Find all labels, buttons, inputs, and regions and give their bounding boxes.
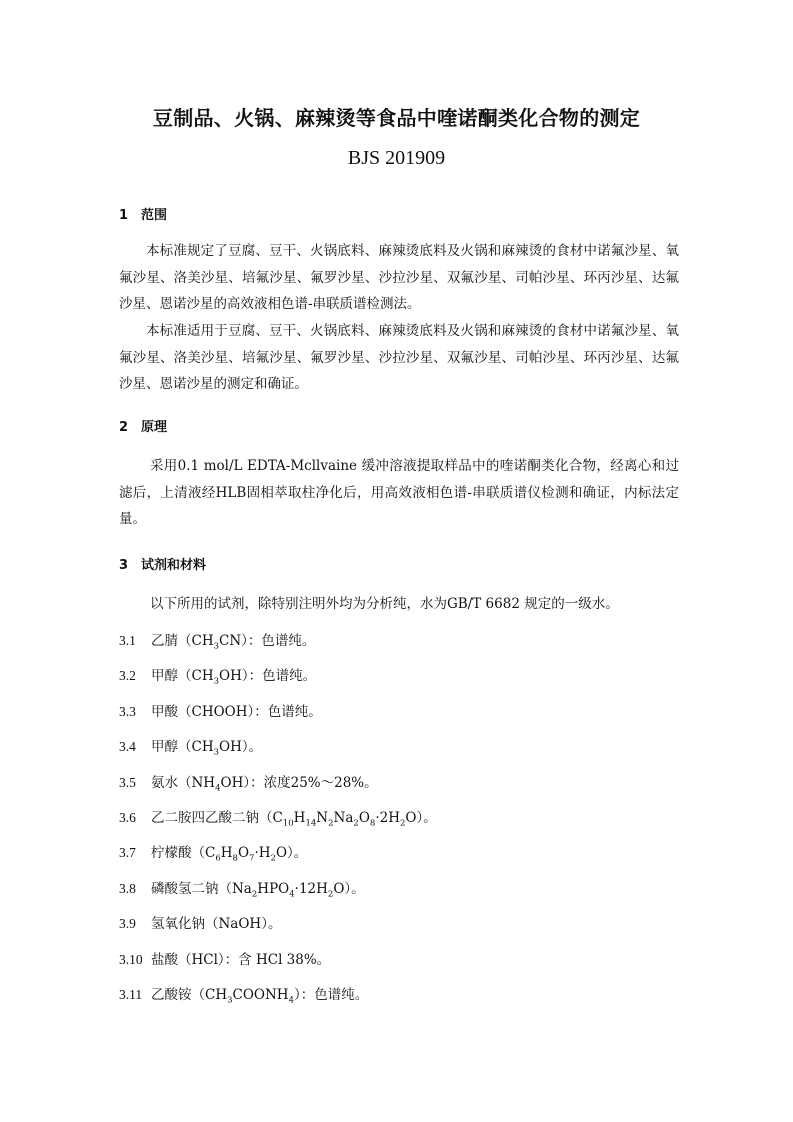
reagent-item-text: 甲醇（CH: [151, 668, 214, 685]
formula-subscript: 14: [305, 818, 317, 829]
formula-subscript: 3: [213, 641, 220, 652]
reagent-item-text: O）。: [333, 880, 365, 897]
reagent-item-text: 磷酸氢二钠（Na: [151, 880, 252, 897]
reagent-item: [119, 841, 308, 865]
reagent-item-text: H: [293, 810, 306, 826]
formula-subscript: 8: [232, 854, 238, 865]
reagent-item-text: ·H: [254, 845, 271, 862]
reagent-item-text: CN）：色谱纯。: [219, 633, 316, 649]
formula-subscript: 2: [251, 889, 258, 900]
formula-subscript: 4: [288, 995, 295, 1006]
reagent-item-text: OH）：色谱纯。: [219, 668, 317, 685]
reagent-item-number: 3.1: [119, 633, 136, 648]
section-number: 3: [119, 558, 129, 573]
formula-subscript: 2: [328, 818, 334, 829]
reagent-item-number: 3.11: [119, 987, 143, 1002]
reagent-item-text: ）：色谱纯。: [294, 987, 369, 1003]
principle-paragraph: 采用0.1 mol/L EDTA-Mcllvaine 缓冲溶液提取样品中的喹诺酮类化合物，经离心和过滤后，上清液经HLB固相萃取柱净化后，用高效液相色谱-串联质谱仪检测和确证，内标法定量。: [119, 458, 679, 527]
reagent-item: [119, 912, 281, 932]
reagents-intro: 以下所用的试剂，除特别注明外均为分析纯，水为GB/T 6682 规定的一级水。: [150, 596, 619, 612]
reagent-item-number: 3.7: [119, 845, 136, 861]
reagent-item-text: O: [358, 810, 370, 826]
reagent-item-text: 甲醇（CH: [151, 739, 214, 756]
reagent-item-text: 甲酸（CHOOH）：色谱纯。: [151, 703, 322, 720]
reagent-item-text: 乙酸铵（CH: [151, 987, 228, 1003]
reagent-item-text: Na: [333, 810, 354, 826]
reagent-item-text: 柠檬酸（C: [151, 845, 216, 862]
formula-subscript: 3: [213, 747, 220, 758]
reagent-item-number: 3.9: [119, 916, 136, 932]
formula-subscript: 3: [213, 677, 220, 688]
formula-subscript: 6: [215, 854, 221, 865]
formula-subscript: 4: [215, 783, 221, 794]
formula-subscript: 2: [399, 818, 406, 829]
reagent-item-number: 3.8: [119, 880, 136, 896]
reagent-item-text: OH）：浓度25%～28%。: [220, 774, 378, 791]
document-title: 豆制品、火锅、麻辣烫等食品中喹诺酮类化合物的测定: [152, 106, 641, 130]
formula-subscript: 2: [353, 818, 359, 829]
reagent-item-text: ·12H: [294, 880, 328, 897]
formula-subscript: 4: [289, 889, 295, 900]
reagent-item-text: OH）。: [219, 739, 263, 756]
reagent-item-text: O）。: [405, 810, 437, 826]
section-number: 2: [119, 420, 129, 435]
reagent-item-text: 氢氧化钠（NaOH）。: [151, 916, 282, 933]
formula-subscript: 7: [249, 854, 255, 865]
scope-paragraph-1: 本标准规定了豆腐、豆干、火锅底料、麻辣烫底料及火锅和麻辣烫的食材中诺氟沙星、氧氟沙星、洛美沙星、培氟沙星、氟罗沙星、沙拉沙星、双氟沙星、司帕沙星、环丙沙星、达氟沙星、恩诺沙星的高效液相色谱-串联质谱检测法。: [119, 243, 679, 312]
reagent-item: [119, 877, 365, 900]
scope-paragraph-2: 本标准适用于豆腐、豆干、火锅底料、麻辣烫底料及火锅和麻辣烫的食材中诺氟沙星、氧氟沙星、洛美沙星、培氟沙星、氟罗沙星、沙拉沙星、双氟沙星、司帕沙星、环丙沙星、达氟沙星、恩诺沙星的测定和确证。: [119, 323, 679, 392]
formula-subscript: 2: [327, 889, 334, 900]
reagent-item: [119, 771, 378, 794]
reagent-item: [119, 983, 369, 1006]
reagent-item: [119, 664, 317, 688]
reagent-item-number: 3.2: [119, 668, 136, 684]
reagent-item: [119, 700, 322, 720]
section-title: 试剂和材料: [141, 558, 207, 573]
formula-subscript: 3: [227, 995, 233, 1006]
reagent-item-text: N: [316, 810, 329, 826]
section-title: 范围: [141, 208, 168, 223]
reagent-item-number: 3.3: [119, 703, 136, 719]
reagent-item-text: 乙二胺四乙酸二钠（C: [151, 810, 283, 826]
section-heading-scope: [119, 204, 167, 223]
reagent-item-text: 盐酸（HCl）：含 HCl 38%。: [151, 951, 331, 968]
reagent-item: [119, 806, 437, 829]
formula-subscript: 2: [270, 854, 276, 865]
reagent-item-text: 乙腈（CH: [151, 633, 214, 649]
section-number: 1: [119, 208, 129, 223]
reagent-item-text: HPO: [257, 880, 290, 897]
section-heading-reagents: [119, 554, 206, 573]
document-code: BJS 201909: [347, 147, 446, 169]
formula-subscript: 8: [369, 818, 376, 829]
reagent-item-number: 3.5: [119, 774, 136, 790]
reagent-item-text: O: [237, 845, 250, 862]
formula-subscript: 10: [282, 818, 294, 829]
reagent-item-text: ·2H: [375, 810, 400, 826]
section-heading-principle: [119, 416, 167, 435]
reagent-item-text: O）。: [275, 845, 308, 862]
reagent-item-number: 3.4: [119, 739, 136, 755]
reagent-item-text: COONH: [232, 987, 289, 1003]
reagent-item: [119, 948, 330, 968]
reagent-item: [119, 735, 263, 758]
section-title: 原理: [141, 420, 168, 435]
reagent-item-text: 氨水（NH: [151, 774, 216, 791]
reagent-item-number: 3.6: [119, 810, 136, 825]
reagent-item-number: 3.10: [119, 951, 143, 967]
reagent-item-text: H: [220, 845, 233, 862]
reagent-item: [119, 629, 316, 652]
